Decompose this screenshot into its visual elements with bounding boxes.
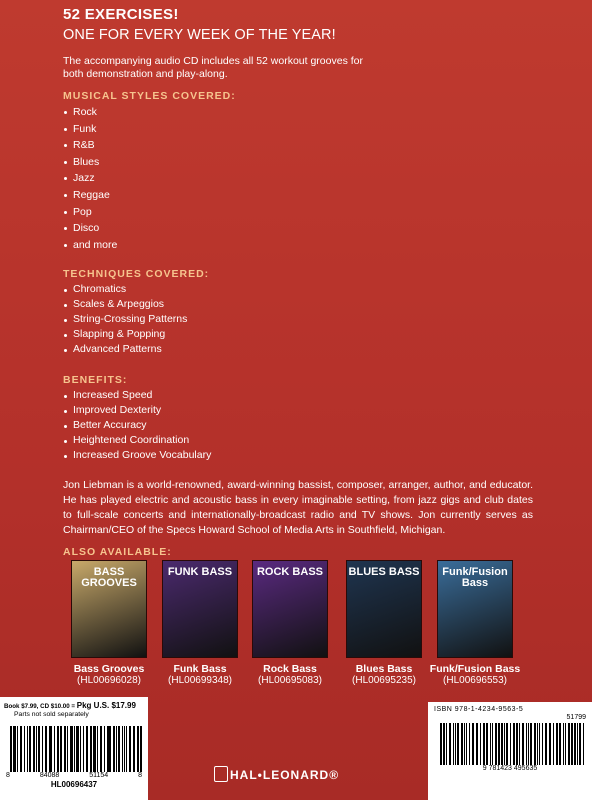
barcode-bar [498,723,499,765]
barcode-bar [129,726,131,772]
barcode-bar [57,726,59,772]
barcode-bar [54,726,56,772]
barcode-bar [137,726,139,772]
barcode-bar [42,726,43,772]
barcode-bar [24,726,25,772]
barcode-bar [107,726,108,772]
barcode-digits: 9 781423 495635 [482,765,538,772]
barcode-bar [122,726,123,772]
list-item: Pop [63,204,117,221]
barcode [10,726,144,772]
barcode-bar [534,723,536,765]
list-item: Better Accuracy [63,418,211,433]
book-title: Funk Bass [173,663,227,675]
barcode-digit-group: 84088 [39,772,60,779]
barcode-bar [553,723,554,765]
barcode-bar [476,723,478,765]
barcode-bar [577,723,578,765]
list-item: Increased Groove Vocabulary [63,448,211,463]
product-code: HL00696437 [50,780,98,789]
book-item[interactable] [252,560,328,686]
book-code: (HL00696553) [443,675,507,686]
barcode-bar [528,723,529,765]
price-main: Pkg U.S. $17.99 [76,701,136,710]
barcode-bar [537,723,538,765]
barcode-bar [76,726,78,772]
book-title: Rock Bass [263,663,317,675]
barcode-bar [126,726,127,772]
barcode-bar [100,726,102,772]
book-cover[interactable] [162,560,238,658]
list-item: Scales & Arpeggios [63,297,187,312]
barcode-bar [449,723,450,765]
barcode-digit-group: 51154 [89,772,109,779]
barcode-bar [70,726,72,772]
book-item[interactable] [71,560,147,686]
barcode-bar [113,726,115,772]
cover-title: FUNK BASS [167,566,233,578]
addon-code: 51799 [566,714,586,721]
barcode-digits [4,772,144,779]
barcode-bar [495,723,497,765]
isbn: ISBN 978-1-4234-9563-5 [434,706,524,713]
cover-title: BLUES BASS [348,566,420,578]
barcode-bar [563,723,564,765]
barcode-bar [49,726,51,772]
book-title: Blues Bass [355,663,413,675]
barcode-bar [461,723,463,765]
barcode-bar [526,723,527,765]
barcode-bar [464,723,465,765]
list-item: String-Crossing Patterns [63,312,187,327]
headline: 52 EXERCISES! [63,6,179,23]
barcode-bar [93,726,95,772]
barcode-bar [46,726,47,772]
barcode-bar [104,726,105,772]
barcode-bar [542,723,543,765]
book-code: (HL00695235) [352,675,416,686]
publisher-name: HAL•LEONARD® [230,768,340,782]
book-title: Funk/Fusion Bass [429,663,521,675]
barcode-bar [472,723,473,765]
benefits-title: BENEFITS: [63,374,128,386]
book-cover[interactable] [71,560,147,658]
barcode-bar [124,726,125,772]
barcode-bar [519,723,520,765]
barcode-bar [574,723,576,765]
barcode-bar [539,723,540,765]
barcode-bar [13,726,15,772]
list-item: Reggae [63,187,117,204]
barcode-bar [583,723,584,765]
list-item: Chromatics [63,282,187,297]
techniques-title: TECHNIQUES COVERED: [63,268,210,280]
book-list [63,560,533,690]
intro-text: The accompanying audio CD includes all 52 workout grooves for both demonstration and play-along. [63,55,363,80]
list-item: R&B [63,137,117,154]
barcode-bar [579,723,580,765]
barcode-digit-group: 8 [138,772,142,779]
barcode-bar [506,723,507,765]
barcode-bar [29,726,31,772]
barcode-bar [559,723,561,765]
barcode-bar [97,726,99,772]
barcode-bar [504,723,505,765]
price-label [0,697,148,800]
subhead: ONE FOR EVERY WEEK OF THE YEAR! [63,27,336,43]
barcode-bar [33,726,35,772]
book-cover[interactable] [437,560,513,658]
list-item: Blues [63,154,117,171]
barcode-bar [483,723,484,765]
barcode-bar [457,723,459,765]
barcode-bar [17,726,19,772]
list-item: Jazz [63,170,117,187]
barcode-bar [510,723,511,765]
barcode-bar [513,723,515,765]
barcode-bar [486,723,488,765]
list-item: Rock [63,104,117,121]
barcode-bar [27,726,28,772]
barcode-bar [545,723,546,765]
barcode-bar [116,726,117,772]
barcode-bar [90,726,92,772]
barcode-bar [530,723,532,765]
styles-title: MUSICAL STYLES COVERED: [63,90,236,102]
barcode-bar [565,723,566,765]
barcode-bar [556,723,557,765]
list-item: Improved Dexterity [63,403,211,418]
barcode-bar [20,726,22,772]
barcode-bar [480,723,481,765]
list-item: Heightened Coordination [63,433,211,448]
barcode-bar [64,726,66,772]
cover-title: BASS GROOVES [81,566,137,589]
barcode-bar [36,726,37,772]
book-item[interactable] [162,560,238,686]
barcode-bar [516,723,518,765]
barcode-bar [83,726,85,772]
book-cover[interactable] [346,560,422,658]
techniques-list [63,282,187,357]
barcode-bar [60,726,62,772]
list-item: and more [63,237,117,254]
also-available-title: ALSO AVAILABLE: [63,546,172,558]
barcode-bar [45,726,46,772]
barcode-bar [74,726,76,772]
barcode-bar [501,723,503,765]
barcode-bar [118,726,120,772]
book-title: Bass Grooves [73,663,145,675]
barcode-bar [140,726,142,772]
styles-list [63,104,117,253]
hal-leonard-logo-icon [214,766,228,782]
list-item: Funk [63,121,117,138]
barcode-bar [568,723,570,765]
barcode-bar [440,723,442,765]
barcode-bar [453,723,454,765]
book-code: (HL00696028) [77,675,141,686]
barcode-bar [571,723,572,765]
barcode-digit-group: 8 [6,772,10,779]
barcode-bar [446,723,447,765]
price-note: Parts not sold separately [14,711,89,718]
barcode-bar [546,723,547,765]
barcode-bar [86,726,88,772]
cover-title: Funk/Fusion Bass [442,566,508,589]
isbn-label [428,702,592,800]
barcode-bar [522,723,523,765]
price-prefix: Book $7.99, CD $10.00 = [4,703,76,710]
barcode [440,723,586,765]
book-code: (HL00695083) [258,675,322,686]
list-item: Advanced Patterns [63,342,187,357]
barcode-bar [133,726,135,772]
barcode-bar [473,723,474,765]
list-item: Disco [63,220,117,237]
barcode-bar [490,723,491,765]
book-cover[interactable] [252,560,328,658]
barcode-bar [549,723,551,765]
barcode-bar [443,723,445,765]
barcode-bar [80,726,81,772]
barcode-bar [466,723,467,765]
book-code: (HL00699348) [168,675,232,686]
barcode-bar [455,723,456,765]
book-item[interactable] [346,560,422,686]
benefits-list [63,388,211,463]
list-item: Increased Speed [63,388,211,403]
barcode-bar [469,723,470,765]
list-item: Slapping & Popping [63,327,187,342]
book-item[interactable] [429,560,521,686]
author-bio: Jon Liebman is a world-renowned, award-winning bassist, composer, arranger, author, and educator. He has played electric and acoustic bass in every imaginable setting, from jazz gigs and club dates to full-scale concerts and internationally-broadcast radio and TV shows. Jon currently serves as Chairman/CEO of the Specs Howard School of Media Arts in Southfield, Michigan. [63,479,533,536]
barcode-bar [38,726,40,772]
barcode-bar [67,726,69,772]
barcode-bar [10,726,12,772]
cover-title: ROCK BASS [256,566,323,578]
barcode-bar [492,723,493,765]
price-line [4,701,144,710]
barcode-bar [108,726,110,772]
